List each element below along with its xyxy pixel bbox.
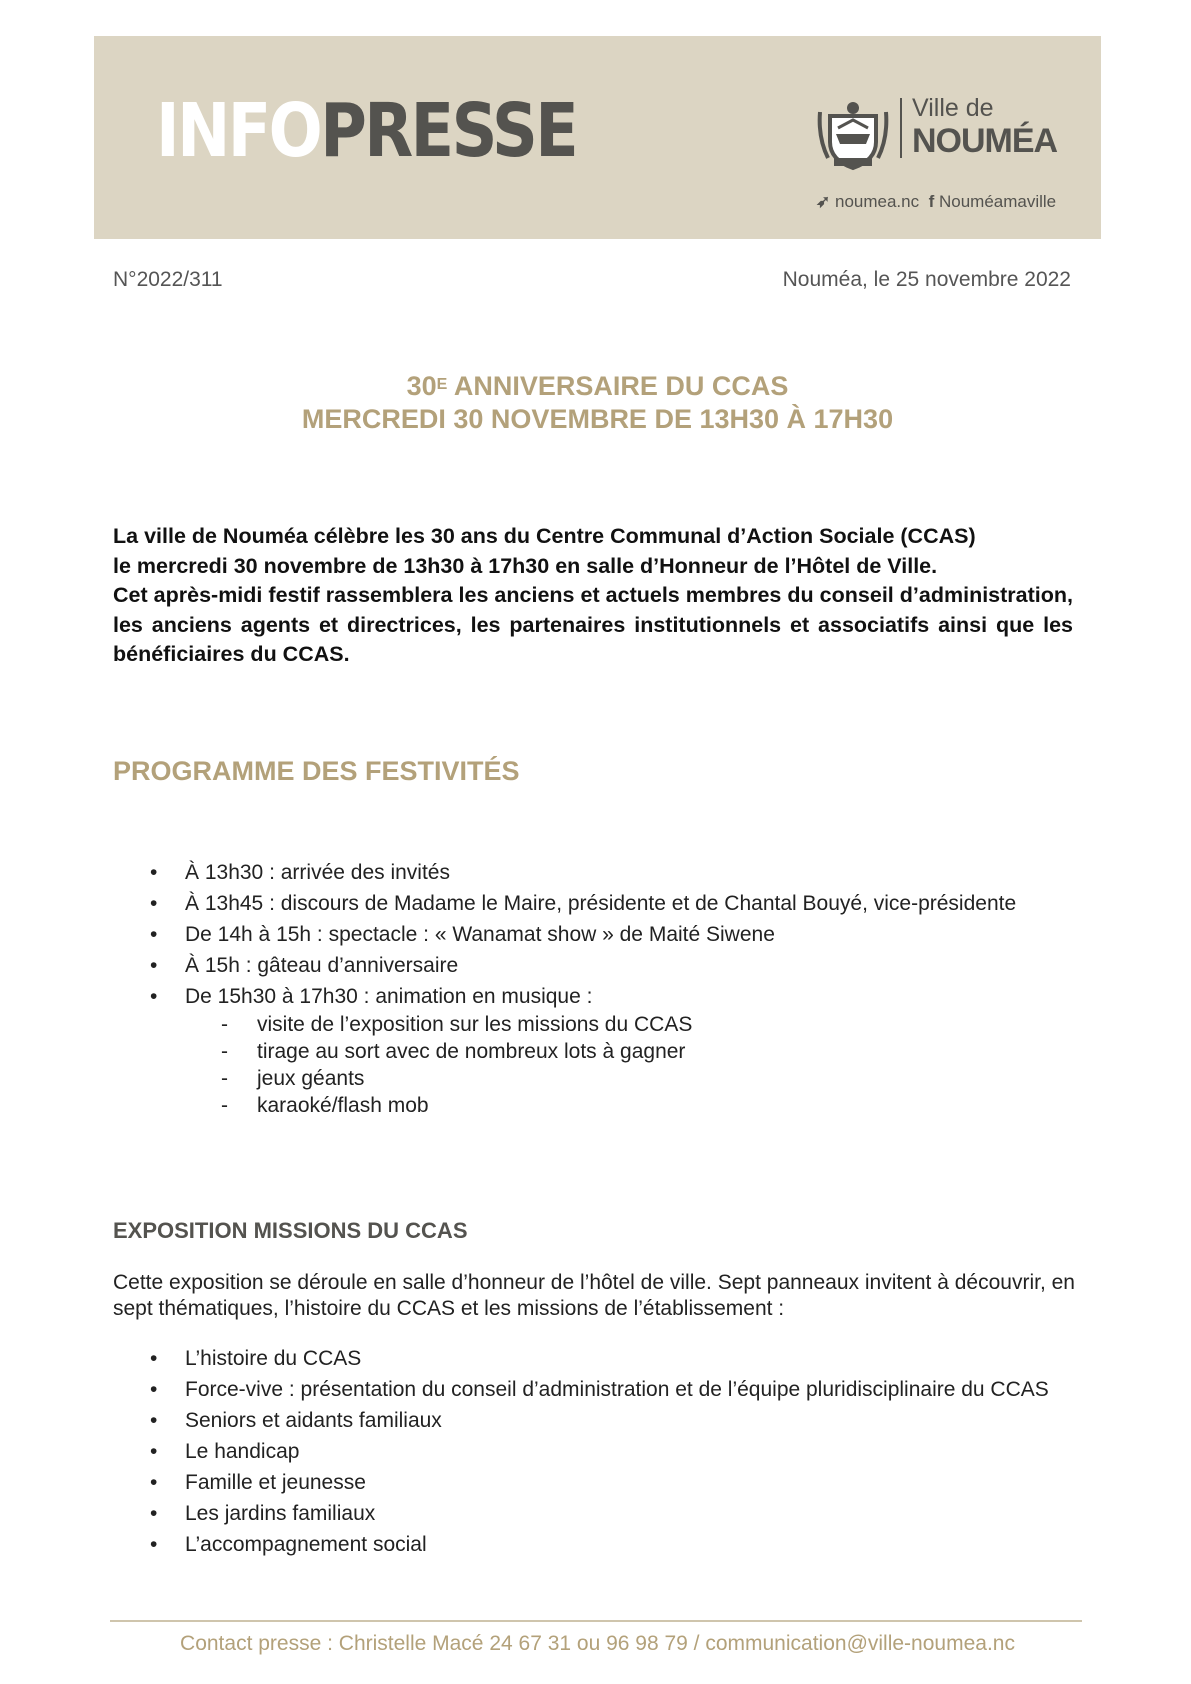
list-item: • L’accompagnement social <box>150 1532 1070 1558</box>
title-line-1 <box>407 371 789 401</box>
noumea-crest-icon <box>816 98 890 172</box>
press-release-number: N°2022/311 <box>113 268 223 291</box>
list-item: • À 13h45 : discours de Madame le Maire, présidente et de Chantal Bouyé, vice-présidente <box>150 891 1070 917</box>
footer-divider <box>110 1620 1082 1622</box>
title-number: 30 <box>406 371 437 401</box>
logo-social-links <box>816 192 1056 212</box>
list-item-animation <box>150 984 1070 1119</box>
exposition-list <box>150 1346 1070 1563</box>
list-item: • L’histoire du CCAS <box>150 1346 1070 1372</box>
list-item: • Seniors et aidants familiaux <box>150 1408 1070 1434</box>
sub-list-item: - tirage au sort avec de nombreux lots à gagner <box>185 1039 1070 1065</box>
exposition-text: Cette exposition se déroule en salle d’honneur de l’hôtel de ville. Sept panneaux invitent à découvrir, en sept thématiques, l’histoire du CCAS et les missions de l’établissement : <box>113 1271 1075 1320</box>
sub-list-item: - karaoké/flash mob <box>185 1093 1070 1119</box>
list-item: • À 13h30 : arrivée des invités <box>150 860 1070 886</box>
programme-heading: PROGRAMME DES FESTIVITÉS <box>113 756 520 786</box>
logo-ville-de: Ville de <box>912 94 994 122</box>
list-item-label: De 15h30 à 17h30 : animation en musique : <box>185 985 593 1008</box>
intro-paragraph <box>113 522 1073 670</box>
document-title <box>94 370 1101 436</box>
sub-list-item: - visite de l’exposition sur les missions du CCAS <box>185 1012 1070 1038</box>
logo-noumea: NOUMÉA <box>912 122 1058 160</box>
intro-line-2: le mercredi 30 novembre de 13h30 à 17h30 en salle d’Honneur de l’Hôtel de Ville. <box>113 553 938 578</box>
social-facebook: Nouméamaville <box>938 192 1057 211</box>
logo-separator <box>900 98 902 158</box>
title-superscript: E <box>436 376 448 393</box>
title-line-2: MERCREDI 30 NOVEMBRE DE 13H30 À 17H30 <box>301 404 894 434</box>
ville-de-noumea-logo <box>816 92 1056 218</box>
animation-sublist <box>185 1012 1070 1119</box>
facebook-icon: f <box>923 192 935 211</box>
brand-info: INFO <box>156 88 321 174</box>
list-item: • De 14h à 15h : spectacle : « Wanamat show » de Maité Siwene <box>150 922 1070 948</box>
press-release-date: Nouméa, le 25 novembre 2022 <box>782 268 1071 291</box>
header-banner <box>94 36 1101 239</box>
list-item: • Force-vive : présentation du conseil d’administration et de l’équipe pluridisciplinaire du CCAS <box>150 1377 1070 1403</box>
title-rest: ANNIVERSAIRE DU CCAS <box>447 371 789 401</box>
list-item: • Famille et jeunesse <box>150 1470 1070 1496</box>
exposition-heading: EXPOSITION MISSIONS DU CCAS <box>113 1218 468 1243</box>
brand-presse: PRESSE <box>320 88 577 174</box>
press-contact: Contact presse : Christelle Macé 24 67 31 ou 96 98 79 / communication@ville-noumea.nc <box>180 1632 1015 1655</box>
programme-list <box>150 860 1070 1124</box>
sub-list-item: - jeux géants <box>185 1066 1070 1092</box>
list-item: • Le handicap <box>150 1439 1070 1465</box>
social-website: noumea.nc <box>834 192 920 211</box>
intro-line-1: La ville de Nouméa célèbre les 30 ans du Centre Communal d’Action Sociale (CCAS) <box>113 524 976 548</box>
cursor-arrow-icon: ➶ <box>816 192 831 211</box>
list-item: • Les jardins familiaux <box>150 1501 1070 1527</box>
list-item: • À 15h : gâteau d’anniversaire <box>150 953 1070 979</box>
intro-para-2: Cet après-midi festif rassemblera les anciens et actuels membres du conseil d’administration, les anciens agents et directrices, les partenaires institutionnels et associatifs ainsi que les bénéficiaires du CCAS. <box>113 583 1073 666</box>
info-presse-wordmark <box>156 88 577 174</box>
